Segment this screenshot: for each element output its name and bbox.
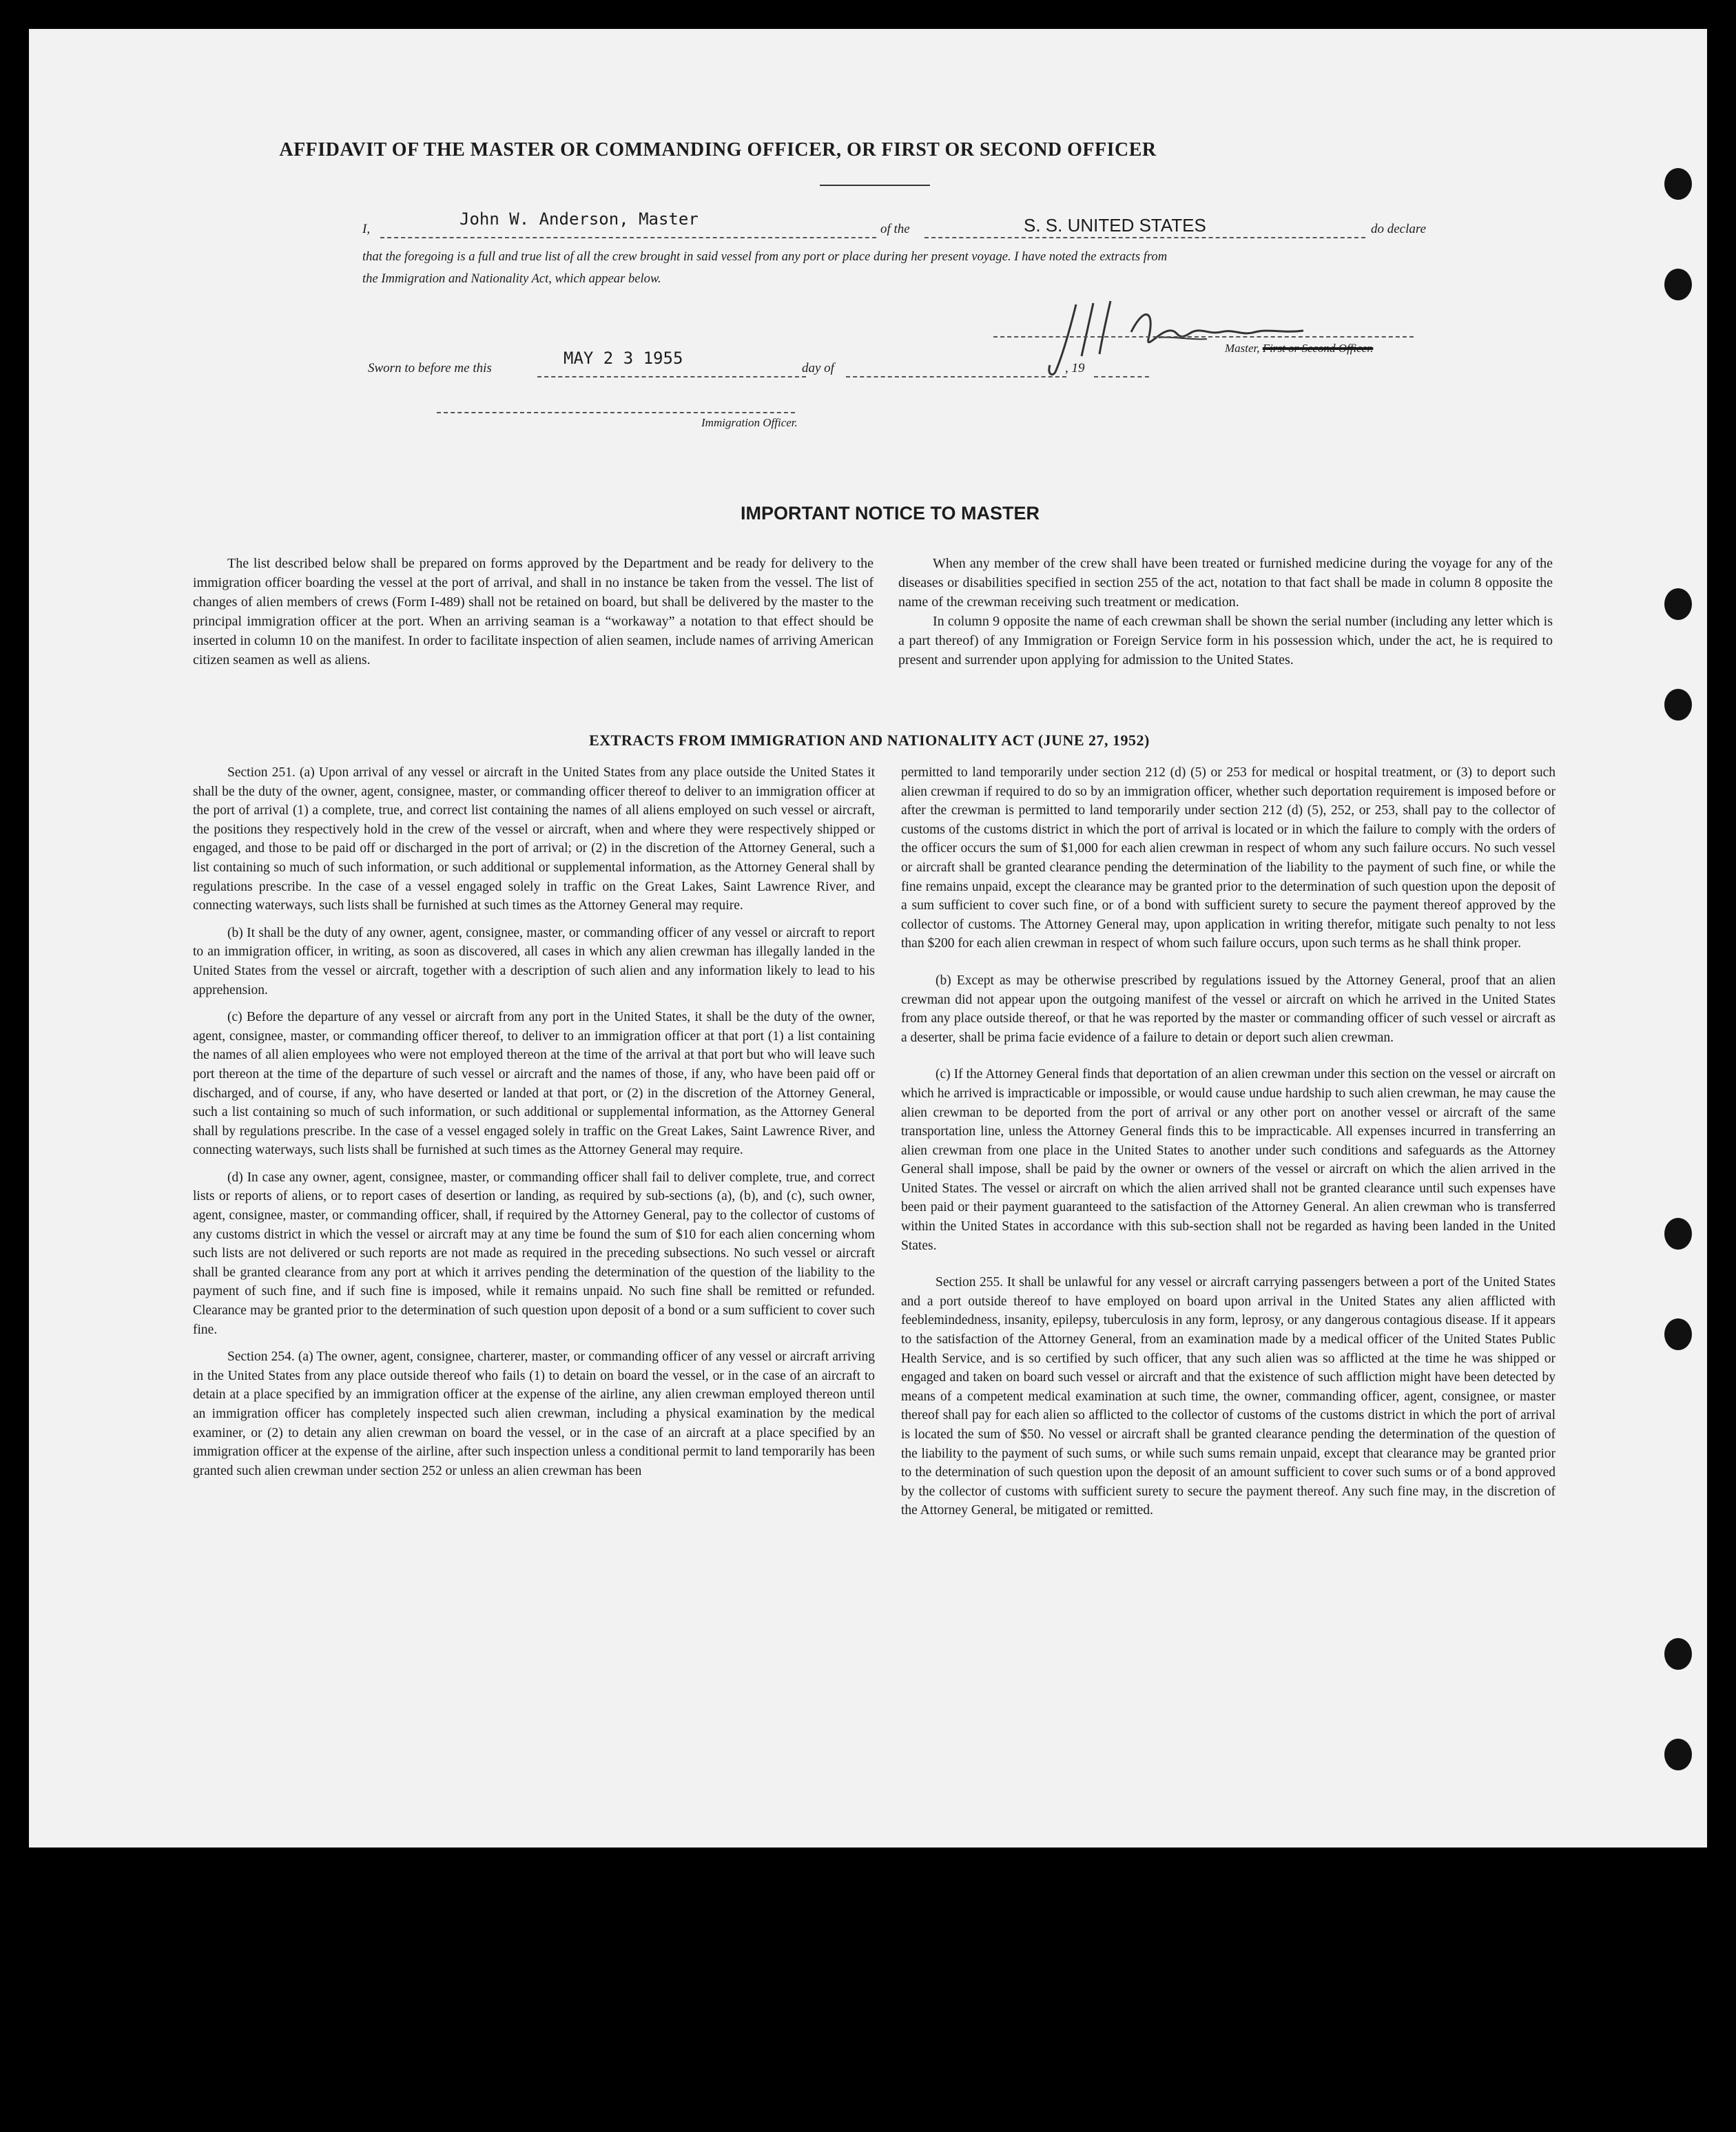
extracts-left-column [193,763,875,1489]
sworn-label: Sworn to before me this [368,361,492,375]
binder-hole-6 [1664,1318,1692,1350]
vessel-line [924,237,1365,238]
notice-left-text: The list described below shall be prepared on forms approved by the Department and be ready for delivery to the immigration officer boarding the vessel at the port of arrival, and shall in no instance be taken from the vessel. The list of changes of alien members of crews (Form I-489) shall not be retained on board, but shall be delivered by the master to the principal immigration officer at the port. When an arriving seaman is a “workaway” a notation to that effect should be inserted in column 10 on the manifest. In order to facilitate inspection of alien seamen, include names of arriving American citizen seamen as well as aliens. [193,556,874,667]
day-of-label: day of [802,361,834,375]
statement-line-1: that the foregoing is a full and true list of all the crew brought in said vessel from any port or place during her present voyage. I have noted the extracts from [362,249,1168,264]
section-251b: (b) It shall be the duty of any owner, agent, consignee, master, or commanding officer of any vessel or aircraft to report to an immigration officer, in writing, as soon as discovered, all cases in which any alien crewman has illegally landed in the United States from the vessel or aircraft, together with a description of such alien and any information likely to lead to his apprehension. [193,925,875,997]
extracts-title: EXTRACTS FROM IMMIGRATION AND NATIONALITY ACT (JUNE 27, 1952) [589,732,1150,749]
of-the-label: of the [880,222,910,236]
binder-hole-8 [1664,1739,1692,1770]
i-label: I, [362,222,371,236]
struck-officer-label: First or Second Officer. [1262,342,1374,355]
section-254a-continued: permitted to land temporarily under section 212 (d) (5) or 253 for medical or hospital treatment, or (3) to deport such alien crewman if required to do so by an immigration officer, whether such deportation requirement is imposed before or after the crewman is permitted to land temporarily under section 212 (d) (5), 252, or 253, shall pay to the collector of customs of the customs district in which the port of arrival is located or in which the failure to comply with the orders of the officer occurs the sum of $1,000 for each alien crewman in respect of whom any such failure occurs. No such vessel or aircraft shall be granted clearance pending the determination of the liability to the payment of such fine, or while the fine remains unpaid, except the clearance may be granted prior to the determination of such question upon the deposit of a sum sufficient to cover such fine, or of a bond with sufficient surety to secure the payment thereof approved by the collector of customs. The Attorney General may, upon application in writing therefor, mitigate such penalty to not less than $200 for each alien crewman in respect of whom such failure occurs, upon such terms as he shall think proper. [901,765,1556,951]
sworn-date: MAY 2 3 1955 [564,349,683,368]
year-label: , 19 [1065,361,1085,375]
section-251a: Section 251. (a) Upon arrival of any vessel or aircraft in the United States from any place outside the United States it shall be the duty of the owner, agent, consignee, master, or commanding officer thereof to deliver to an immigration officer at the port of arrival (1) a complete, true, and correct list containing the names of all aliens employed on such vessel or aircraft, the positions they respectively hold in the crew of the vessel or aircraft, when and where they were respectively shipped or engaged, and those to be paid off or discharged in the port of arrival; or (2) in the discretion of the Attorney General, such a list containing so much of such information, or such additional or supplemental information, as the Attorney General shall by regulations prescribe. In the case of a vessel engaged solely in traffic on the Great Lakes, Saint Lawrence River, and connecting waterways, such lists shall be furnished at such times as the Attorney General may require. [193,765,875,913]
sworn-date-line [537,376,806,377]
affidavit-heading: AFFIDAVIT OF THE MASTER OR COMMANDING OFFICER, OR FIRST OR SECOND OFFICER [279,139,1157,161]
master-label: Master, [1225,342,1260,355]
binder-hole-1 [1664,168,1692,200]
do-declare-label: do declare [1371,222,1427,236]
section-255: Section 255. It shall be unlawful for any vessel or aircraft carrying passengers between a port of the United States and a port outside thereof to have employed on board upon arrival in the United States any alien afflicted with feeblemindedness, insanity, epilepsy, tuberculosis in any form, leprosy, or any dangerous contagious disease. If it appears to the satisfaction of the Attorney General, from an examination made by a medical officer of the United States Public Health Service, and is so certified by such officer, that any such alien was so afflicted at the time he was shipped or engaged and taken on board such vessel or aircraft and that the existence of such affliction might have been detected by means of a competent medical examination at such time, the owner, commanding officer, agent, consignee, or master thereof shall pay for each alien so afflicted to the collector of customs of the customs district in which the port of arrival is located the sum of $50. No vessel or aircraft shall be granted clearance pending the determination of the question of the liability to the payment of such sums, or while such sums remain unpaid, except that clearance may be granted prior to the determination of such question upon the deposit of an amount sufficient to cover such sums or of a bond approved by the collector of customs with sufficient surety to secure the payment thereof. Any such fine may, in the discretion of the Attorney General, be mitigated or remitted. [901,1275,1556,1518]
statement-line-2: the Immigration and Nationality Act, which appear below. [362,271,661,286]
master-title [1225,342,1373,355]
section-254b: (b) Except as may be otherwise prescribed by regulations issued by the Attorney General, proof that an alien crewman did not appear upon the outgoing manifest of the vessel or aircraft on which he arrived in the United States from any place outside thereof, or that he was reported by the master or commanding officer of such vessel or aircraft as a deserter, shall be prima facie evidence of a failure to detain or deport such alien crewman. [901,973,1556,1045]
section-251c: (c) Before the departure of any vessel or aircraft from any port in the United States, it shall be the duty of the owner, agent, consignee, master, or commanding officer thereof, to deliver to an immigration officer at that port (1) a list containing the names of all alien employees who were not employed thereon at the time of the arrival at that port but who will leave such port thereon at the time of the departure of such vessel or aircraft and the names of those, if any, who have been paid off or discharged, and of course, if any, who have deserted or landed at that port, or (2) in the discretion of the Attorney General, such a list containing so much of such information, or such additional or supplemental information, as the Attorney General shall by regulations prescribe. In the case of a vessel engaged solely in traffic on the Great Lakes, Saint Lawrence River, and connecting waterways, such lists shall be furnished at such times as the Attorney General may require. [193,1010,875,1158]
notice-right-text-1: When any member of the crew shall have been treated or furnished medicine during the voyage for any of the diseases or disabilities specified in section 255 of the act, notation to that fact shall be made in column 8 opposite the name of the crewman receiving such treatment or medication. [898,556,1553,610]
notice-title: IMPORTANT NOTICE TO MASTER [741,503,1040,524]
signature-line [993,336,1414,338]
binder-hole-5 [1664,1218,1692,1250]
heading-rule [820,185,930,186]
binder-hole-7 [1664,1638,1692,1670]
binder-hole-4 [1664,689,1692,721]
extracts-right-column [901,763,1556,1529]
section-251d: (d) In case any owner, agent, consignee, master, or commanding officer shall fail to deliver complete, true, and correct lists or reports of aliens, or to report cases of desertion or landing, as required by sub-sections (a), (b), and (c), such owner, agent, consignee, master, or commanding officer, shall, if required by the Attorney General, pay to the collector of customs of any customs district in which the vessel or aircraft may at any time be found the sum of $10 for each alien concerning whom such lists are not delivered or such reports are not made as required in the preceding subsections. No such vessel or aircraft shall be granted clearance from any port at which it arrives pending the determination of the question of the liability to the payment of such fine, and if such fine is imposed, while it remains unpaid. No such fine shall be remitted or refunded. Clearance may be granted prior to the determination of such question upon deposit of a bond or a sum sufficient to cover such fine. [193,1170,875,1337]
notice-right-text-2: In column 9 opposite the name of each crewman shall be shown the serial number (including any letter which is a part thereof) of any Immigration or Foreign Service form in his possession which, under the act, he is required to present and surrender upon applying for admission to the United States. [898,614,1553,667]
vessel-name: S. S. UNITED STATES [1024,215,1206,236]
binder-hole-2 [1664,269,1692,300]
section-254c: (c) If the Attorney General finds that deportation of an alien crewman under this section on the vessel or aircraft on which he arrived is impracticable or impossible, or would cause undue hardship to such alien crewman, he may cause the alien crewman to be deported from the port of arrival or any other port on another vessel or aircraft of the same transportation line, unless the Attorney General finds this to be impracticable. All expenses incurred in transferring an alien crewman from one place in the United States to another under such conditions and safeguards as the Attorney General shall impose, shall be paid by the owner or owners of the vessel or aircraft on which the alien arrived in the United States. The vessel or aircraft on which the alien arrived shall not be granted clearance until such expenses have been paid or their payment guaranteed to the satisfaction of the Attorney General. An alien crewman who is transferred within the United States in accordance with this sub-section shall not be regarded as having been landed in the United States. [901,1067,1556,1253]
officer-signature-line [437,412,795,413]
officer-label: Immigration Officer. [701,416,798,429]
document-page [29,29,1707,1848]
notice-left-paragraph [193,554,874,670]
section-254a: Section 254. (a) The owner, agent, consignee, charterer, master, or commanding officer of any vessel or aircraft arriving in the United States from any place outside thereof who fails (1) to detain on board the vessel, or in the case of an aircraft to detain at a place specified by an immigration officer at the expense of the airline, any alien crewman employed thereon until an immigration officer has completely inspected such alien crewman, including a physical examination by the medical examiner, or (2) to detain any alien crewman on board the vessel, or in the case of an aircraft at a place specified by an immigration officer at the expense of the airline, after such inspection unless a conditional permit to land temporarily has been granted such alien crewman under section 252 or unless an alien crewman has been [193,1349,875,1478]
year-line [1094,376,1149,377]
binder-hole-3 [1664,588,1692,620]
name-line [380,237,876,238]
notice-right-paragraphs [898,554,1553,670]
month-line [846,376,1066,377]
master-name: John W. Anderson, Master [459,209,699,229]
